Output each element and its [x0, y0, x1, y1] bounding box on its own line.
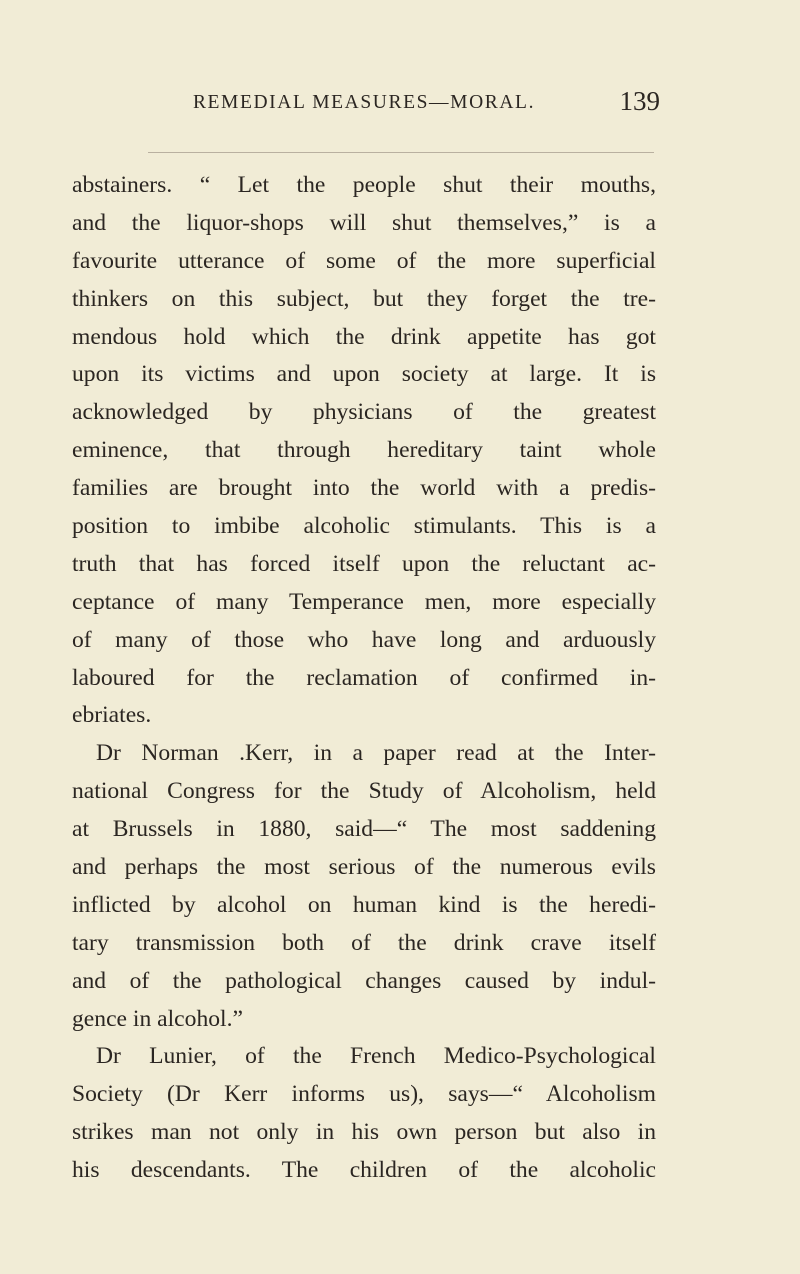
body-text — [72, 167, 656, 1190]
running-head — [72, 86, 660, 126]
header-rule — [148, 152, 654, 153]
text-line: inflicted by alcohol on human kind is the heredi- — [72, 891, 656, 918]
text-line: eminence, that through hereditary taint whole — [72, 437, 656, 464]
text-line: truth that has forced itself upon the reluctant ac- — [72, 550, 656, 577]
text-line: national Congress for the Study of Alcoholism, held — [72, 778, 656, 805]
text-line: gence in alcohol.” — [72, 1005, 243, 1032]
text-line: favourite utterance of some of the more superficial — [72, 247, 656, 274]
text-line: tary transmission both of the drink crave itself — [72, 929, 656, 956]
text-line: laboured for the reclamation of confirmed in- — [72, 664, 656, 691]
text-line: and of the pathological changes caused by indul- — [72, 967, 656, 994]
text-line: ebriates. — [72, 702, 152, 729]
text-line: abstainers. “ Let the people shut their mouths, — [72, 172, 656, 198]
text-line: ceptance of many Temperance men, more especially — [72, 588, 656, 615]
text-line: mendous hold which the drink appetite has got — [72, 323, 656, 350]
text-line: Dr Lunier, of the French Medico-Psychological — [96, 1043, 656, 1070]
text-line: and perhaps the most serious of the numerous evils — [72, 854, 656, 881]
text-line: strikes man not only in his own person but also in — [72, 1119, 656, 1146]
text-line: families are brought into the world with a predis- — [72, 475, 656, 502]
text-line: upon its victims and upon society at large. It is — [72, 361, 656, 388]
text-line: acknowledged by physicians of the greatest — [72, 399, 656, 426]
text-line: thinkers on this subject, but they forget the tre- — [72, 285, 656, 312]
text-line: his descendants. The children of the alcoholic — [72, 1157, 656, 1184]
text-line: and the liquor-shops will shut themselves,” is a — [72, 209, 656, 236]
text-line: of many of those who have long and arduously — [72, 626, 656, 653]
text-line: Dr Norman .Kerr, in a paper read at the Inter- — [96, 740, 656, 767]
text-line: at Brussels in 1880, said—“ The most saddening — [72, 816, 656, 843]
page-number: 139 — [619, 86, 660, 116]
running-title: REMEDIAL MEASURES—MORAL. — [192, 92, 536, 113]
text-line: position to imbibe alcoholic stimulants. This is a — [72, 513, 656, 540]
text-line: Society (Dr Kerr informs us), says—“ Alcoholism — [72, 1081, 656, 1108]
